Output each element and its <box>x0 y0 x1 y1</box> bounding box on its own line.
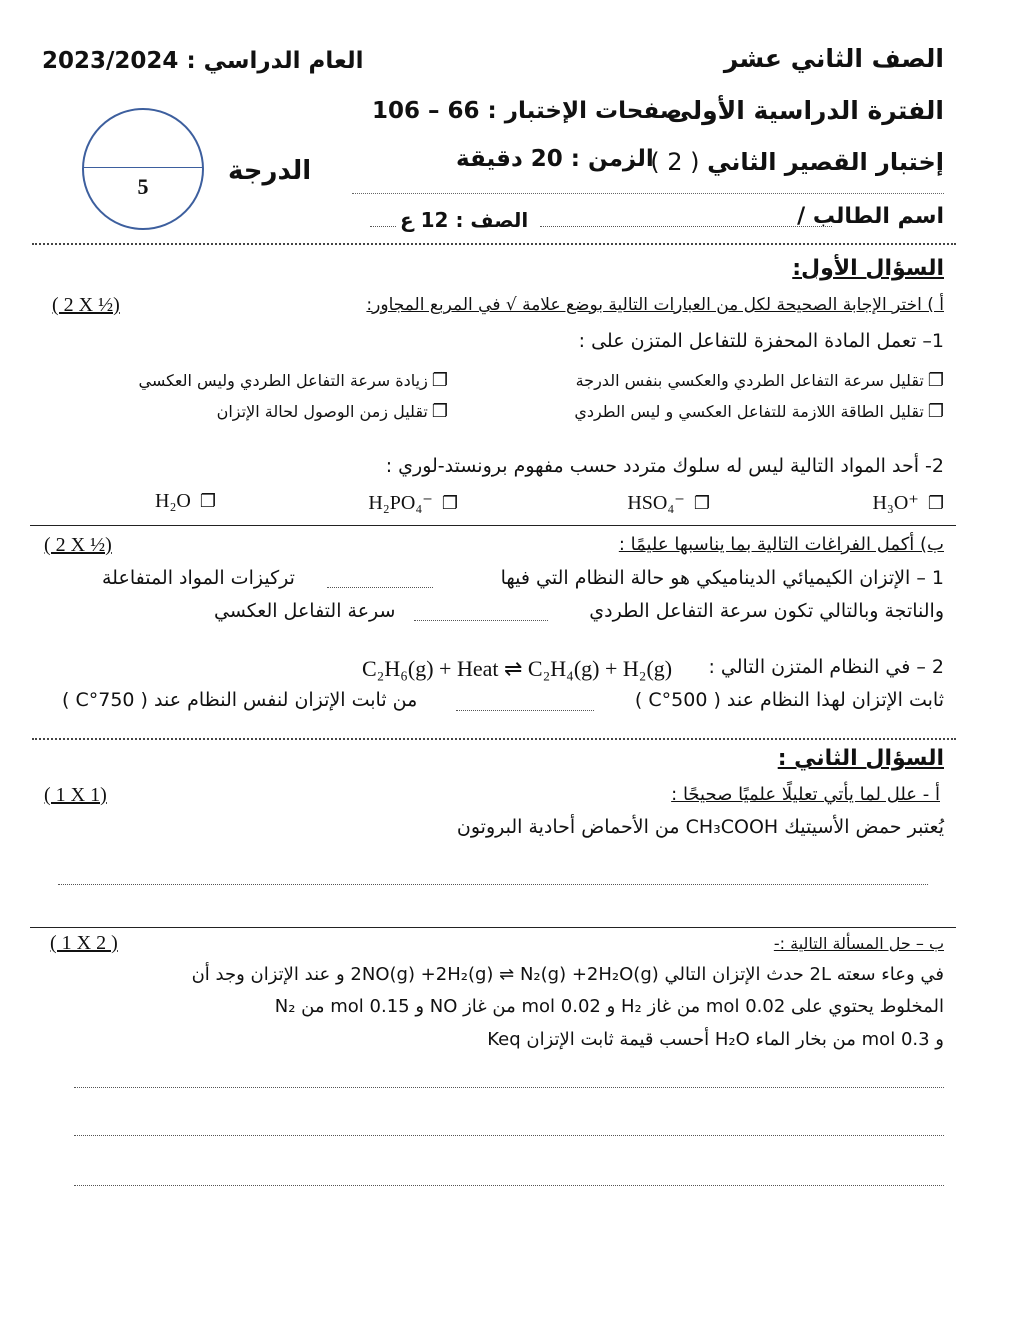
quiz-title: إختبار القصير الثاني <box>707 148 944 176</box>
checkbox-icon[interactable]: ❐ <box>199 491 216 511</box>
q1a-marks: ( 2 X ½) <box>52 294 120 316</box>
class-row <box>400 208 528 232</box>
q1a-item1-stem: 1– تعمل المادة المحفزة للتفاعل المتزن على : <box>578 330 944 352</box>
q1-q2-separator <box>32 738 956 740</box>
q1a-item1-option2[interactable]: ❐زيادة سرعة التفاعل الطردي وليس العكسي <box>138 370 448 391</box>
q1b-item2-equation: C₂H₆(g) + Heat ⇌ C₂H₄(g) + H₂(g) <box>362 656 673 681</box>
checkbox-icon[interactable]: ❐ <box>431 370 448 391</box>
header-dotted-line <box>352 193 944 194</box>
q2b-line2: المخلوط يحتوي على 0.02 mol من غاز H₂ و 0.02 mol من غاز NO و 0.15 mol من N₂ <box>274 996 944 1017</box>
academic-year: العام الدراسي : 2023/2024 <box>42 48 364 74</box>
class-value: 12 ع <box>400 208 449 232</box>
q1b-instruction: ب) أكمل الفراغات التالية بما يناسبها عليمًا : <box>618 534 944 555</box>
quiz-title-line <box>650 148 944 176</box>
q1a-item2-option3[interactable]: H₂PO₄⁻ ❐ <box>368 492 458 514</box>
q1a-item1-option1[interactable]: ❐تقليل سرعة التفاعل الطردي والعكسي بنفس الدرجة <box>575 370 944 391</box>
quiz-number: ( 2 ) <box>650 148 700 176</box>
q1-title: السؤال الأول: <box>792 256 944 281</box>
q1b-answer2: سرعة التفاعل العكسي <box>214 600 396 622</box>
q1b-item2-line2b: من ثابت الإتزان لنفس النظام عند ( 750°C ) <box>62 689 418 711</box>
grade-label: الدرجة <box>228 156 312 186</box>
class-label: الصف : <box>455 208 529 232</box>
q1b-item1-line1: 1 – الإتزان الكيميائي الديناميكي هو حالة النظام التي فيها <box>500 567 944 589</box>
q2-title: السؤال الثاني : <box>777 746 944 771</box>
grade-circle-divider <box>84 167 202 168</box>
q1a-item2-stem: 2- أحد المواد التالية ليس له سلوك متردد حسب مفهوم برونستد-لوري : <box>385 455 944 477</box>
q1-part-divider <box>30 525 956 526</box>
q1a-item2-option1[interactable]: H₃O⁺ ❐ <box>872 492 944 514</box>
q1b-item2-prefix: 2 – في النظام المتزن التالي : <box>708 656 944 678</box>
q2a-marks: ( 1 X 1) <box>44 784 107 806</box>
class-dots <box>370 226 396 227</box>
q1b-answer1: تركيزات المواد المتفاعلة <box>102 567 295 589</box>
q2a-statement: يُعتبر حمض الأسيتيك CH₃COOH من الأحماض أحادية البروتون <box>456 816 944 838</box>
q2a-answer-line[interactable] <box>58 884 928 885</box>
q1a-item1-option4[interactable]: ❐تقليل زمن الوصول لحالة الإتزان <box>216 401 448 422</box>
q2b-answer-line-1[interactable] <box>74 1087 944 1088</box>
q1b-blank1[interactable] <box>327 587 433 588</box>
q1a-item2-option2[interactable]: HSO₄⁻ ❐ <box>627 492 710 514</box>
q2b-line1: في وعاء سعته 2L حدث الإتزان التالي 2NO(g) +2H₂(g) ⇌ N₂(g) +2H₂O(g) و عند الإتزان وجد أن <box>191 964 944 985</box>
q1a-instruction: أ ) اختر الإجابة الصحيحة لكل من العبارات التالية بوضع علامة √ في المربع المجاور: <box>366 295 944 315</box>
grade-circle <box>82 108 204 230</box>
q2-part-divider <box>30 927 956 928</box>
grade-level: الصف الثاني عشر <box>723 44 944 73</box>
term: الفترة الدراسية الأولى <box>667 96 944 125</box>
q1a-item1-option3[interactable]: ❐تقليل الطاقة اللازمة للتفاعل العكسي و ليس الطردي <box>574 401 944 422</box>
q2b-instruction: ب – حل المسألة التالية :- <box>773 934 944 953</box>
q2a-instruction: أ - علل لما يأتي تعليلًا علميًا صحيحًا : <box>671 784 940 805</box>
q2b-marks: ( 1 X 2 ) <box>50 932 118 954</box>
q1a-item2-option4[interactable]: H₂O ❐ <box>155 490 216 512</box>
q1b-blank2[interactable] <box>414 620 548 621</box>
checkbox-icon[interactable]: ❐ <box>441 493 458 513</box>
header-separator <box>32 243 956 245</box>
q1b-item1-line2: والناتجة وبالتالي تكون سرعة التفاعل الطردي <box>589 600 944 622</box>
checkbox-icon[interactable]: ❐ <box>431 401 448 422</box>
q1b-marks: ( 2 X ½) <box>44 534 112 556</box>
checkbox-icon[interactable]: ❐ <box>927 493 944 513</box>
q2b-answer-line-2[interactable] <box>74 1135 944 1136</box>
q1b-blank3[interactable] <box>456 710 594 711</box>
quiz-duration: الزمن : 20 دقيقة <box>456 146 654 172</box>
quiz-pages: صفحات الإختبار : 66 – 106 <box>372 98 683 124</box>
checkbox-icon[interactable]: ❐ <box>693 493 710 513</box>
checkbox-icon[interactable]: ❐ <box>927 370 944 391</box>
q1b-item2-line2a: ثابت الإتزان لهذا النظام عند ( 500°C ) <box>634 689 944 711</box>
checkbox-icon[interactable]: ❐ <box>927 401 944 422</box>
q2b-answer-line-3[interactable] <box>74 1185 944 1186</box>
grade-total: 5 <box>137 174 149 199</box>
student-name-label: اسم الطالب / <box>797 204 944 229</box>
q2b-line3: و 0.3 mol من بخار الماء H₂O أحسب قيمة ثابت الإتزان Keq <box>487 1029 944 1050</box>
student-name-field[interactable] <box>540 226 832 227</box>
